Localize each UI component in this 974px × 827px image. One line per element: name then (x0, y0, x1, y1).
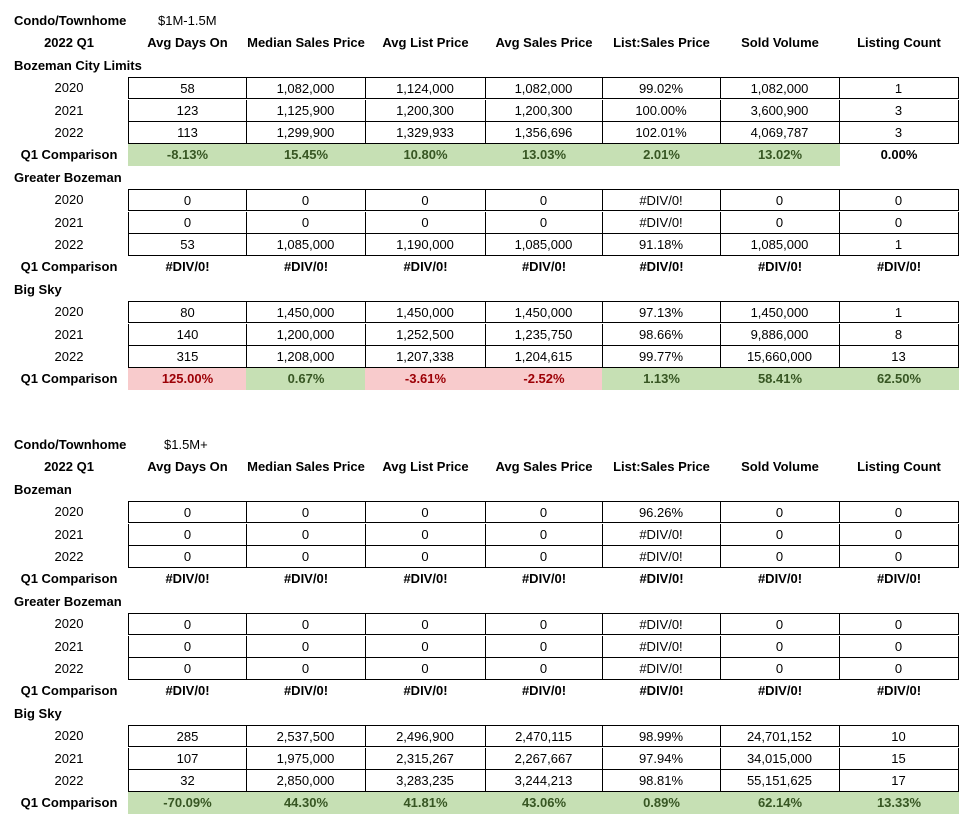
comparison-cell: -70.09% (128, 792, 247, 814)
comparison-cell: #DIV/0! (876, 571, 922, 587)
data-cell: 2,470,115 (485, 725, 603, 747)
data-cell: 97.94% (602, 748, 721, 770)
data-cell: 0 (246, 212, 366, 234)
table-row (0, 189, 974, 211)
comparison-label: Q1 Comparison (20, 571, 118, 587)
area-row (0, 55, 974, 77)
data-cell: 32 (128, 770, 247, 792)
comparison-cell: 0.67% (246, 368, 366, 390)
data-cell: 99.77% (602, 346, 721, 368)
comparison-cell: #DIV/0! (639, 571, 684, 587)
data-cell: 0 (485, 524, 603, 546)
data-cell: 0 (246, 613, 366, 635)
data-cell: 0 (128, 501, 247, 523)
data-cell: 0 (365, 501, 486, 523)
comparison-row (0, 568, 974, 590)
data-cell: 2,496,900 (365, 725, 486, 747)
comparison-row (0, 680, 974, 702)
year-label: 2021 (54, 102, 84, 118)
data-cell: 0 (246, 524, 366, 546)
data-cell: 0 (839, 189, 959, 211)
year-label: 2021 (54, 638, 84, 654)
year-label: 2022 (54, 349, 84, 364)
comparison-cell: #DIV/0! (639, 683, 684, 699)
area-name: Bozeman (14, 481, 72, 497)
data-cell: 1,329,933 (365, 122, 486, 144)
section-title-row (0, 434, 974, 456)
comparison-cell: 0.00% (880, 147, 918, 163)
data-cell: 2,537,500 (246, 725, 366, 747)
year-label: 2020 (54, 728, 84, 744)
year-label: 2020 (54, 80, 84, 96)
year-label: 2022 (54, 549, 84, 564)
comparison-cell: #DIV/0! (165, 571, 210, 587)
column-header: Listing Count (857, 35, 941, 51)
data-cell: 0 (128, 189, 247, 211)
period-label: 2022 Q1 (44, 459, 94, 475)
comparison-cell: 44.30% (246, 792, 366, 814)
table-row (0, 77, 974, 99)
data-cell: 1,082,000 (485, 77, 603, 99)
comparison-cell: #DIV/0! (283, 571, 329, 587)
column-header: Sold Volume (741, 35, 819, 51)
table-row (0, 658, 974, 680)
comparison-label: Q1 Comparison (20, 683, 118, 699)
data-cell: 1,204,615 (485, 346, 603, 368)
data-cell: 53 (128, 234, 247, 256)
data-cell: 91.18% (602, 234, 721, 256)
table-row (0, 234, 974, 256)
comparison-label: Q1 Comparison (20, 795, 118, 811)
column-header: Median Sales Price (247, 35, 365, 51)
comparison-cell: #DIV/0! (876, 683, 922, 699)
data-cell: 1,450,000 (720, 301, 840, 323)
data-cell: 3,283,235 (365, 770, 486, 792)
area-name: Greater Bozeman (14, 593, 122, 609)
comparison-cell: 1.13% (602, 368, 721, 390)
comparison-cell: 58.41% (720, 368, 840, 390)
data-cell: 98.66% (602, 324, 721, 346)
comparison-cell: 13.33% (839, 792, 959, 814)
data-cell: #DIV/0! (602, 636, 721, 658)
data-cell: 0 (128, 658, 247, 680)
table-row (0, 725, 974, 747)
column-header: Avg Sales Price (495, 35, 593, 51)
data-cell: 0 (365, 524, 486, 546)
year-label: 2021 (54, 326, 84, 342)
section-title: Condo/Townhome (14, 437, 127, 452)
data-cell: 2,850,000 (246, 770, 366, 792)
comparison-label: Q1 Comparison (20, 259, 118, 275)
data-cell: 1,200,300 (365, 100, 486, 122)
comparison-cell: 13.03% (485, 144, 603, 166)
data-cell: 24,701,152 (720, 725, 840, 747)
year-label: 2020 (54, 304, 84, 320)
table-row (0, 100, 974, 122)
data-cell: 0 (485, 501, 603, 523)
table-row (0, 212, 974, 234)
area-row (0, 703, 974, 725)
data-cell: 0 (128, 546, 247, 568)
header-row (0, 32, 974, 54)
period-label: 2022 Q1 (44, 35, 94, 51)
data-cell: 1,200,000 (246, 324, 366, 346)
data-cell: 2,315,267 (365, 748, 486, 770)
data-cell: 0 (839, 501, 959, 523)
data-cell: 1,450,000 (365, 301, 486, 323)
data-cell: 3 (839, 122, 959, 144)
data-cell: 0 (365, 212, 486, 234)
data-cell: 96.26% (602, 501, 721, 523)
comparison-cell: 10.80% (365, 144, 486, 166)
column-header: Avg Days On (147, 35, 228, 51)
price-tier: $1.5M+ (164, 437, 208, 452)
data-cell: 0 (485, 658, 603, 680)
data-cell: 113 (128, 122, 247, 144)
data-cell: 13 (839, 346, 959, 368)
data-cell: 0 (246, 189, 366, 211)
data-cell: 34,015,000 (720, 748, 840, 770)
data-cell: 3,244,213 (485, 770, 603, 792)
section-title-row (0, 10, 974, 32)
data-cell: 0 (839, 546, 959, 568)
comparison-cell: #DIV/0! (403, 259, 448, 275)
column-header: Sold Volume (741, 459, 819, 475)
data-cell: #DIV/0! (602, 189, 721, 211)
comparison-row (0, 792, 974, 814)
table-row (0, 636, 974, 658)
data-cell: 0 (720, 501, 840, 523)
year-label: 2022 (54, 661, 84, 676)
data-cell: 1,252,500 (365, 324, 486, 346)
comparison-cell: #DIV/0! (757, 259, 803, 275)
data-cell: 17 (839, 770, 959, 792)
data-cell: 1,235,750 (485, 324, 603, 346)
table-row (0, 748, 974, 770)
data-cell: 1 (839, 234, 959, 256)
data-cell: 1,125,900 (246, 100, 366, 122)
data-cell: #DIV/0! (602, 524, 721, 546)
data-cell: 1,450,000 (485, 301, 603, 323)
data-cell: 0 (839, 658, 959, 680)
table-row (0, 122, 974, 144)
comparison-cell: 2.01% (602, 144, 721, 166)
data-cell: 0 (485, 189, 603, 211)
data-cell: 2,267,667 (485, 748, 603, 770)
comparison-cell: 15.45% (246, 144, 366, 166)
table-row (0, 501, 974, 523)
comparison-cell: 41.81% (365, 792, 486, 814)
comparison-cell: #DIV/0! (283, 259, 329, 275)
data-cell: #DIV/0! (602, 613, 721, 635)
data-cell: 0 (720, 212, 840, 234)
data-cell: 0 (128, 636, 247, 658)
comparison-cell: -8.13% (128, 144, 247, 166)
comparison-row (0, 144, 974, 166)
data-cell: 0 (839, 636, 959, 658)
year-label: 2022 (54, 237, 84, 252)
data-cell: 0 (128, 212, 247, 234)
data-cell: 107 (128, 748, 247, 770)
data-cell: 0 (720, 636, 840, 658)
table-row (0, 301, 974, 323)
price-tier: $1M-1.5M (158, 13, 217, 28)
data-cell: 123 (128, 100, 247, 122)
comparison-cell: #DIV/0! (757, 571, 803, 587)
data-cell: 97.13% (602, 301, 721, 323)
column-header: Avg Days On (147, 459, 228, 475)
comparison-cell: #DIV/0! (521, 571, 567, 587)
area-row (0, 479, 974, 501)
comparison-row (0, 368, 974, 390)
comparison-cell: 0.89% (602, 792, 721, 814)
data-cell: 0 (365, 658, 486, 680)
data-cell: 0 (839, 613, 959, 635)
data-cell: 3,600,900 (720, 100, 840, 122)
data-cell: 0 (128, 613, 247, 635)
data-cell: 0 (128, 524, 247, 546)
data-cell: 1,190,000 (365, 234, 486, 256)
data-cell: 1,299,900 (246, 122, 366, 144)
data-cell: 100.00% (602, 100, 721, 122)
data-cell: 9,886,000 (720, 324, 840, 346)
area-row (0, 591, 974, 613)
data-cell: 99.02% (602, 77, 721, 99)
data-cell: 0 (246, 501, 366, 523)
year-label: 2021 (54, 214, 84, 230)
data-cell: 0 (485, 546, 603, 568)
comparison-cell: #DIV/0! (876, 259, 922, 275)
data-cell: 0 (365, 189, 486, 211)
year-label: 2020 (54, 504, 84, 520)
year-label: 2021 (54, 526, 84, 542)
data-cell: 1 (839, 77, 959, 99)
data-cell: 1,200,300 (485, 100, 603, 122)
comparison-cell: 62.50% (839, 368, 959, 390)
section-title: Condo/Townhome (14, 13, 127, 28)
header-row (0, 456, 974, 478)
data-cell: 0 (720, 546, 840, 568)
comparison-cell: -2.52% (485, 368, 603, 390)
table-row (0, 324, 974, 346)
table-row (0, 546, 974, 568)
data-cell: 0 (720, 658, 840, 680)
data-cell: 0 (720, 189, 840, 211)
comparison-cell: #DIV/0! (757, 683, 803, 699)
data-cell: 1,208,000 (246, 346, 366, 368)
data-cell: 0 (839, 524, 959, 546)
year-label: 2022 (54, 125, 84, 140)
data-cell: 0 (839, 212, 959, 234)
area-row (0, 279, 974, 301)
data-cell: 1,082,000 (720, 77, 840, 99)
comparison-cell: 13.02% (720, 144, 840, 166)
data-cell: 0 (365, 636, 486, 658)
data-cell: 285 (128, 725, 247, 747)
table-row (0, 613, 974, 635)
comparison-row (0, 256, 974, 278)
comparison-cell: #DIV/0! (283, 683, 329, 699)
data-cell: 80 (128, 301, 247, 323)
column-header: Avg Sales Price (495, 459, 593, 475)
data-cell: 0 (246, 636, 366, 658)
column-header: Median Sales Price (247, 459, 365, 475)
area-name: Big Sky (14, 281, 62, 297)
data-cell: 1,450,000 (246, 301, 366, 323)
column-header: List:Sales Price (613, 35, 710, 51)
comparison-cell: #DIV/0! (639, 259, 684, 275)
data-cell: #DIV/0! (602, 658, 721, 680)
data-cell: 10 (839, 725, 959, 747)
data-cell: 1 (839, 301, 959, 323)
comparison-cell: #DIV/0! (165, 259, 210, 275)
data-cell: 0 (720, 613, 840, 635)
data-cell: #DIV/0! (602, 546, 721, 568)
year-label: 2020 (54, 192, 84, 208)
data-cell: 0 (485, 212, 603, 234)
comparison-cell: #DIV/0! (403, 683, 448, 699)
data-cell: 8 (839, 324, 959, 346)
data-cell: 98.99% (602, 725, 721, 747)
comparison-label: Q1 Comparison (20, 147, 118, 163)
comparison-cell: #DIV/0! (165, 683, 210, 699)
data-cell: 102.01% (602, 122, 721, 144)
data-cell: 1,207,338 (365, 346, 486, 368)
data-cell: 0 (246, 546, 366, 568)
data-cell: 98.81% (602, 770, 721, 792)
table-row (0, 346, 974, 368)
data-cell: 15 (839, 748, 959, 770)
comparison-label: Q1 Comparison (20, 371, 118, 387)
comparison-cell: #DIV/0! (521, 259, 567, 275)
data-cell: 58 (128, 77, 247, 99)
data-cell: 1,124,000 (365, 77, 486, 99)
data-cell: 1,975,000 (246, 748, 366, 770)
comparison-cell: #DIV/0! (521, 683, 567, 699)
area-name: Bozeman City Limits (14, 57, 142, 73)
data-cell: 140 (128, 324, 247, 346)
comparison-cell: -3.61% (365, 368, 486, 390)
area-name: Big Sky (14, 705, 62, 721)
data-cell: 0 (720, 524, 840, 546)
column-header: Avg List Price (382, 35, 469, 51)
data-cell: 1,085,000 (485, 234, 603, 256)
comparison-cell: 62.14% (720, 792, 840, 814)
table-row (0, 524, 974, 546)
data-cell: 4,069,787 (720, 122, 840, 144)
data-cell: 315 (128, 346, 247, 368)
data-cell: 15,660,000 (720, 346, 840, 368)
comparison-cell: 125.00% (128, 368, 247, 390)
year-label: 2022 (54, 773, 84, 788)
data-cell: #DIV/0! (602, 212, 721, 234)
data-cell: 0 (246, 658, 366, 680)
year-label: 2020 (54, 616, 84, 632)
data-cell: 1,085,000 (720, 234, 840, 256)
data-cell: 3 (839, 100, 959, 122)
comparison-cell: #DIV/0! (403, 571, 448, 587)
data-cell: 0 (365, 546, 486, 568)
data-cell: 0 (485, 636, 603, 658)
data-cell: 55,151,625 (720, 770, 840, 792)
year-label: 2021 (54, 750, 84, 766)
data-cell: 1,356,696 (485, 122, 603, 144)
area-row (0, 167, 974, 189)
data-cell: 1,085,000 (246, 234, 366, 256)
column-header: List:Sales Price (613, 459, 710, 475)
data-cell: 1,082,000 (246, 77, 366, 99)
data-cell: 0 (485, 613, 603, 635)
area-name: Greater Bozeman (14, 169, 122, 185)
column-header: Listing Count (857, 459, 941, 475)
data-cell: 0 (365, 613, 486, 635)
comparison-cell: 43.06% (485, 792, 603, 814)
column-header: Avg List Price (382, 459, 469, 475)
table-row (0, 770, 974, 792)
